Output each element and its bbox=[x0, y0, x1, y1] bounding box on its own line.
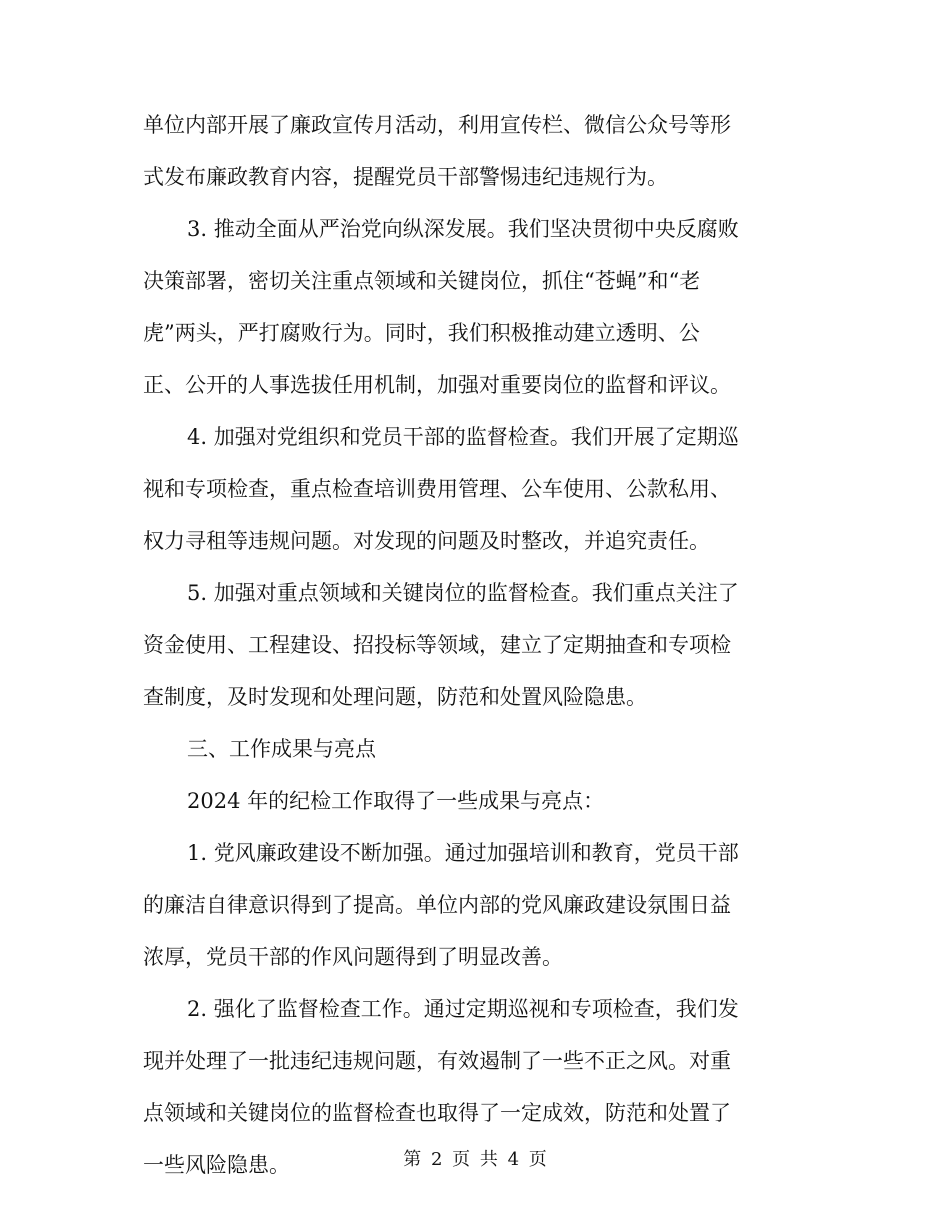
text-line: 2024 年的纪检工作取得了一些成果与亮点： bbox=[187, 789, 605, 813]
text-line: 资金使用、工程建设、招投标等领域，建立了定期抽查和专项检 bbox=[143, 633, 731, 657]
text-line: 3. 推动全面从严治党向纵深发展。我们坚决贯彻中央反腐败 bbox=[187, 217, 739, 241]
text-line: 单位内部开展了廉政宣传月活动，利用宣传栏、微信公众号等形 bbox=[143, 113, 731, 137]
text-line: 三、工作成果与亮点 bbox=[187, 737, 376, 761]
text-line: 现并处理了一批违纪违规问题，有效遏制了一些不正之风。对重 bbox=[143, 1049, 731, 1073]
text-line: 视和专项检查，重点检查培训费用管理、公车使用、公款私用、 bbox=[143, 477, 731, 501]
document-body bbox=[143, 99, 815, 1191]
text-line: 2. 强化了监督检查工作。通过定期巡视和专项检查，我们发 bbox=[187, 997, 739, 1021]
text-line: 查制度，及时发现和处理问题，防范和处置风险隐患。 bbox=[143, 685, 647, 709]
text-line: 权力寻租等违规问题。对发现的问题及时整改，并追究责任。 bbox=[143, 529, 710, 553]
text-line: 式发布廉政教育内容，提醒党员干部警惕违纪违规行为。 bbox=[143, 165, 668, 189]
text-line: 1. 党风廉政建设不断加强。通过加强培训和教育，党员干部 bbox=[187, 841, 739, 865]
text-line: 决策部署，密切关注重点领域和关键岗位，抓住“苍蝇”和“老 bbox=[143, 269, 701, 293]
text-line: 的廉洁自律意识得到了提高。单位内部的党风廉政建设氛围日益 bbox=[143, 893, 731, 917]
text-line: 5. 加强对重点领域和关键岗位的监督检查。我们重点关注了 bbox=[187, 581, 739, 605]
text-line: 4. 加强对党组织和党员干部的监督检查。我们开展了定期巡 bbox=[187, 425, 739, 449]
text-line: 一些风险隐患。 bbox=[143, 1153, 290, 1177]
text-line: 浓厚，党员干部的作风问题得到了明显改善。 bbox=[143, 945, 563, 969]
text-line: 点领域和关键岗位的监督检查也取得了一定成效，防范和处置了 bbox=[143, 1101, 731, 1125]
text-line: 正、公开的人事选拔任用机制，加强对重要岗位的监督和评议。 bbox=[143, 373, 731, 397]
text-line: 虎”两头，严打腐败行为。同时，我们积极推动建立透明、公 bbox=[143, 321, 700, 345]
page-footer: 第 2 页 共 4 页 bbox=[403, 1149, 547, 1170]
